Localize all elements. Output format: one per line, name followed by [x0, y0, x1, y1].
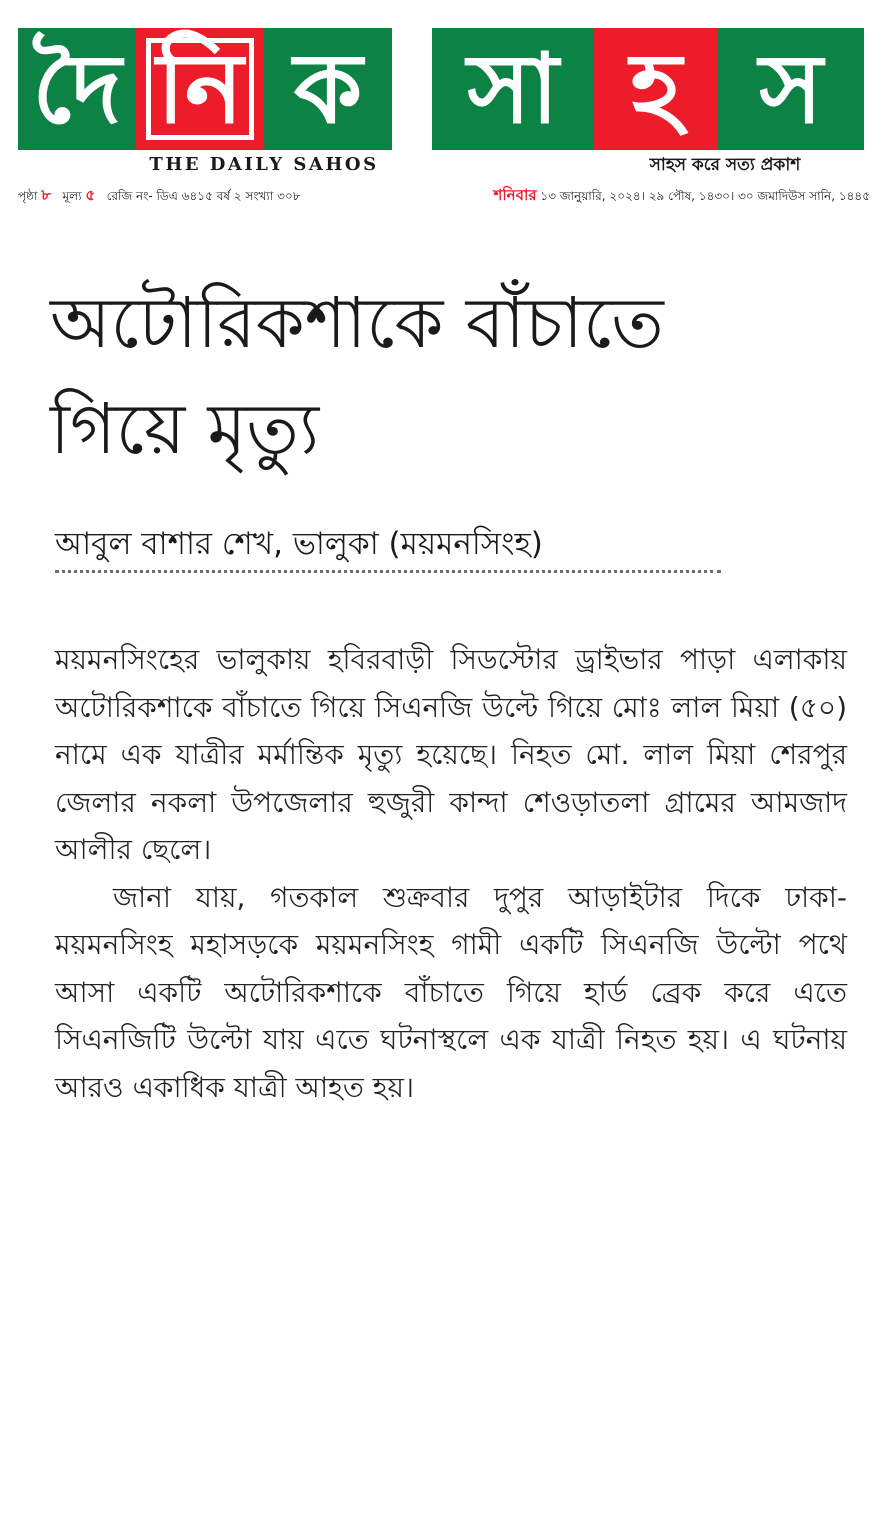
logo-box-3	[264, 28, 392, 150]
article-byline: আবুল বাশার শেখ, ভালুকা (ময়মনসিংহ)	[55, 526, 543, 562]
masthead	[18, 24, 864, 150]
price-label: মূল্য	[62, 189, 82, 203]
page-number: ৮	[41, 186, 52, 204]
page-label: পৃষ্ঠা	[18, 189, 38, 203]
logo-letter: সা	[467, 33, 559, 145]
issue-info-bar	[18, 182, 870, 204]
headline-line-2: গিয়ে মৃত্যু	[50, 388, 320, 470]
logo-box-4	[432, 28, 594, 150]
logo-letter: স	[759, 33, 823, 145]
newspaper-tagline: সাহস করে সত্য প্রকাশ	[649, 155, 801, 175]
registration-info: রেজি নং- ডিএ ৬৪১৫ বর্ষ ২ সংখ্যা ৩০৮	[106, 189, 301, 203]
issue-info-right	[494, 184, 870, 209]
logo-box-1	[18, 28, 136, 150]
price-value: ৫	[85, 186, 96, 204]
weekday: শনিবার	[493, 186, 537, 204]
byline-divider	[55, 570, 721, 573]
logo-box-5	[594, 28, 718, 150]
headline-line-1: অটোরিকশাকে বাঁচাতে	[50, 282, 664, 364]
logo-letter: ক	[293, 32, 363, 146]
article-paragraph-1: ময়মনসিংহের ভালুকায় হবিরবাড়ী সিডস্টোর ড্রাইভার পাড়া এলাকায় অটোরিকশাকে বাঁচাতে গিয়ে সিএনজি উল্টে গিয়ে মোঃ লাল মিয়া (৫০) নামে এক যাত্রীর মর্মান্তিক মৃত্যু হয়েছে। নিহত মো. লাল মিয়া শেরপুর জেলার নকলা উপজেলার হুজুরী কান্দা শেওড়াতলা গ্রামের আমজাদ আলীর ছেলে।	[55, 643, 847, 866]
article-body	[55, 636, 847, 1111]
article-paragraph-2: জানা যায়, গতকাল শুক্রবার দুপুর আড়াইটার দিকে ঢাকা-ময়মনসিংহ মহাসড়কে ময়মনসিংহ গামী একটি সিএনজি উল্টো পথে আসা একটি অটোরিকশাকে বাঁচাতে গিয়ে হার্ড ব্রেক করে এতে সিএনজিটি উল্টো যায় এতে ঘটনাস্থলে এক যাত্রী নিহত হয়। এ ঘটনায় আরও একাধিক যাত্রী আহত হয়।	[55, 880, 847, 1104]
logo-letter: দৈ	[32, 33, 122, 145]
logo-box-2	[136, 28, 264, 150]
issue-dates: ১৩ জানুয়ারি, ২০২৪। ২৯ পৌষ, ১৪৩০। ৩০ জমাদিউস সানি, ১৪৪৫	[540, 189, 870, 203]
newspaper-name-english: THE DAILY SAHOS	[149, 154, 379, 175]
issue-info-left	[18, 184, 301, 209]
article-headline	[50, 270, 850, 482]
logo-box-6	[718, 28, 864, 150]
logo-letter: হ	[630, 32, 682, 146]
logo-letter: নি	[156, 32, 244, 146]
